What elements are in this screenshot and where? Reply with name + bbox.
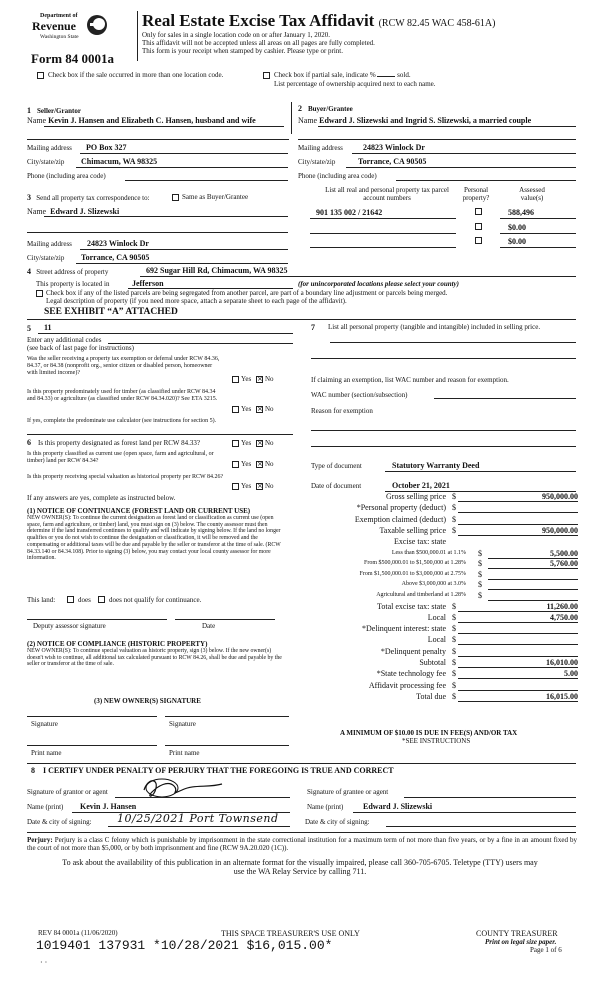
does-checkbox[interactable] bbox=[67, 596, 74, 603]
bracket-dollar-2: $ bbox=[478, 569, 482, 579]
form-title-rcw: (RCW 82.45 WAC 458-61A) bbox=[378, 18, 496, 29]
total-label-8: Total due bbox=[416, 691, 446, 701]
name-grantor-label: Name (print) bbox=[27, 803, 64, 811]
buyer-city-line bbox=[346, 167, 576, 168]
parcel-line-1 bbox=[310, 233, 456, 234]
tax-dollar-2: $ bbox=[452, 514, 456, 524]
s5-q2-yes-label: Yes bbox=[241, 405, 252, 413]
buyer-name[interactable]: Edward J. Slizewski and Ingrid S. Slizewski, a married couple bbox=[319, 116, 532, 125]
s7-line-2 bbox=[311, 358, 576, 359]
exemption-label: If claiming an exemption, list WAC number and reason for exemption. bbox=[311, 376, 509, 384]
owner-sig-label-1: Signature bbox=[31, 720, 58, 728]
seller-city-label: City/state/zip bbox=[27, 158, 65, 166]
tax-row-label-3: Taxable selling price bbox=[379, 525, 446, 535]
s5-q1-no-checkbox[interactable]: × bbox=[257, 375, 263, 383]
treasurer-use: THIS SPACE TREASURER'S USE ONLY bbox=[221, 929, 360, 938]
assessed-line-1 bbox=[500, 233, 576, 234]
bracket-value-0[interactable]: 5,500.00 bbox=[550, 548, 578, 558]
tax-row-label-1: *Personal property (deduct) bbox=[356, 503, 446, 513]
s5-q1: Was the seller receiving a property tax exemption or deferral under RCW 84.36, 84.37, or 84.38 (nonprofit org., senior citizen or disabled person, homeowner with limited income)? bbox=[27, 356, 220, 376]
s5-q2-no-checkbox[interactable]: × bbox=[257, 405, 263, 413]
s6-q2-yes-label: Yes bbox=[241, 460, 252, 468]
name-grantee-label: Name (print) bbox=[307, 803, 344, 811]
header-note-1: Only for sales in a single location code on or after January 1, 2020. bbox=[142, 31, 330, 39]
buyer-name-row bbox=[298, 116, 531, 125]
assessed-value-0[interactable]: 588,496 bbox=[508, 208, 534, 217]
s5-end-line bbox=[27, 434, 293, 435]
buyer-phone-line bbox=[396, 180, 576, 181]
boundary-checkbox[interactable] bbox=[36, 290, 43, 297]
corr-city[interactable]: Torrance, CA 90505 bbox=[81, 253, 150, 262]
assessed-value-1[interactable]: $0.00 bbox=[508, 223, 526, 232]
certify-text: I CERTIFY UNDER PENALTY OF PERJURY THAT THE FOREGOING IS TRUE AND CORRECT bbox=[43, 766, 394, 775]
seller-phone-label: Phone (including area code) bbox=[27, 172, 106, 180]
s5-q2-yes-checkbox[interactable] bbox=[232, 406, 239, 413]
date-grantee-label: Date & city of signing: bbox=[305, 818, 370, 826]
total-value-8[interactable]: 16,015.00 bbox=[546, 691, 578, 701]
owner-print-line-1 bbox=[27, 745, 157, 746]
section6-no: 6 bbox=[27, 438, 31, 447]
seller-mailing-label: Mailing address bbox=[27, 144, 72, 152]
wac-line bbox=[434, 398, 576, 399]
personal-property-checkbox-1[interactable] bbox=[475, 223, 482, 230]
minimum-due-note: A MINIMUM OF $10.00 IS DUE IN FEE(S) AND/OR TAX bbox=[340, 729, 518, 737]
bracket-dollar-1: $ bbox=[478, 559, 482, 569]
total-dollar-7: $ bbox=[452, 680, 456, 690]
total-label-2: *Delinquent interest: state bbox=[362, 624, 446, 634]
tax-dollar-1: $ bbox=[452, 503, 456, 513]
total-dollar-2: $ bbox=[452, 624, 456, 634]
seller-name-label: Name bbox=[27, 116, 47, 125]
doc-date-label: Date of document bbox=[311, 482, 362, 490]
total-dollar-3: $ bbox=[452, 635, 456, 645]
bracket-label-3: Above $3,000,000 at 3.0% bbox=[401, 581, 466, 588]
owner-print-label-1: Print name bbox=[31, 749, 62, 757]
seller-mailing[interactable]: PO Box 327 bbox=[86, 143, 127, 152]
tax-row-line-1 bbox=[458, 512, 578, 513]
s6-q1 bbox=[27, 438, 200, 447]
reason-label: Reason for exemption bbox=[311, 407, 373, 415]
bracket-dollar-3: $ bbox=[478, 580, 482, 590]
street-row bbox=[27, 267, 108, 276]
buyer-mailing-label: Mailing address bbox=[298, 144, 343, 152]
total-dollar-0: $ bbox=[452, 601, 456, 611]
bracket-line-2 bbox=[488, 579, 578, 580]
total-dollar-1: $ bbox=[452, 612, 456, 622]
assessed-col-header: Assessed value(s) bbox=[519, 186, 545, 202]
buyer-phone-label: Phone (including area code) bbox=[298, 172, 377, 180]
header-note-3: This form is your receipt when stamped by cashier. Please type or print. bbox=[142, 47, 344, 55]
s5-q1-no-label: No bbox=[265, 375, 274, 383]
street-label: Street address of property bbox=[36, 268, 109, 276]
corr-name-row bbox=[27, 207, 119, 216]
total-line-2 bbox=[458, 633, 578, 634]
s5-q3: If yes, complete the predominate use calculator (see instructions for section 5). bbox=[27, 418, 217, 424]
tax-row-label-2: Exemption claimed (deduct) bbox=[354, 514, 446, 524]
located-label: This property is located in bbox=[36, 280, 110, 288]
see-instructions: *SEE INSTRUCTIONS bbox=[402, 737, 471, 745]
total-label-0: Total excise tax: state bbox=[377, 601, 446, 611]
name-grantor[interactable]: Kevin J. Hansen bbox=[80, 802, 137, 811]
location-code-line bbox=[38, 333, 293, 334]
exhibit-reference[interactable]: SEE EXHIBIT “A” ATTACHED bbox=[44, 307, 178, 317]
partial-sale-suffix: sold. bbox=[397, 71, 411, 79]
seller-heading-no: 1 bbox=[27, 106, 31, 115]
same-as-buyer-label: Same as Buyer/Grantee bbox=[182, 193, 249, 201]
owner-sig-line-1 bbox=[27, 716, 157, 717]
s5-q1-yes-label: Yes bbox=[241, 375, 252, 383]
name-grantee[interactable]: Edward J. Slizewski bbox=[363, 802, 433, 811]
s6-q2: Is this property classified as current use (open space, farm and agricultural, or timber) land per RCW 84.34? bbox=[27, 451, 214, 464]
parcel-line-2 bbox=[310, 247, 456, 248]
s5-q2: Is this property predominately used for timber (as classified under RCW 84.34 and 84.33) or agriculture (as classified under RCW 84.34.020)? See ETA 3215. bbox=[27, 389, 218, 402]
continuance-text: NEW OWNER(S): To continue the current designation as forest land or classification as current use (open space, farm and agriculture, or timber) land, you must sign on (3) below. The county assessor must then determine if the land transferred continues to qualify and will indicate by signing below. If the land no longer qualifies or you do not wish to continue the designation or classification, it will be removed and the compensating or additional taxes will be due and payable by the seller or transferor at the time of sale. (RCW 84.33.140 or 84.34.108). Prior to signing (3) below, you may contact your local county assessor for more information. bbox=[27, 515, 281, 562]
doc-type-label: Type of document bbox=[311, 462, 362, 470]
total-label-5: Subtotal bbox=[419, 658, 446, 667]
buyer-mailing[interactable]: 24823 Winlock Dr bbox=[363, 143, 425, 152]
property-no: 4 bbox=[27, 267, 31, 276]
street-address[interactable]: 692 Sugar Hill Rd, Chimacum, WA 98325 bbox=[146, 266, 288, 275]
sig-grantor-label: Signature of grantor or agent bbox=[27, 788, 108, 796]
location-code[interactable]: 11 bbox=[44, 323, 52, 332]
s6-q1-no-checkbox[interactable]: × bbox=[257, 439, 263, 447]
does-not-label: does not qualify for continuance. bbox=[109, 596, 202, 604]
dept-name: Revenue bbox=[32, 19, 76, 33]
total-label-3: Local bbox=[427, 635, 446, 645]
form-number: Form 84 0001a bbox=[31, 51, 115, 66]
total-line-1 bbox=[458, 622, 578, 623]
corr-blank-line bbox=[27, 232, 288, 233]
dept-line: Department of bbox=[40, 13, 78, 19]
located-county[interactable]: Jefferson bbox=[132, 279, 164, 288]
owner-sig-line-2 bbox=[165, 716, 289, 717]
tax-row-value-0[interactable]: 950,000.00 bbox=[542, 492, 578, 501]
boundary-label: Check box if any of the listed parcels are being segregated from another parcel, are part of a boundary line adjustment or parcels being merged. bbox=[46, 289, 448, 297]
bracket-line-3 bbox=[488, 589, 578, 590]
bracket-dollar-0: $ bbox=[478, 548, 482, 558]
sep-seller-top bbox=[27, 139, 289, 140]
buyer-mailing-line bbox=[352, 153, 576, 154]
street-line bbox=[140, 276, 576, 277]
partial-sale-blank[interactable] bbox=[377, 76, 395, 77]
reason-line-2 bbox=[311, 446, 576, 447]
bracket-value-1[interactable]: 5,760.00 bbox=[550, 559, 578, 569]
deputy-date-label: Date bbox=[202, 622, 216, 630]
same-as-buyer-checkbox[interactable] bbox=[172, 194, 179, 201]
header-note-2: This affidavit will not be accepted unless all areas on all pages are fully completed. bbox=[142, 39, 375, 47]
seller-mailing-line bbox=[80, 153, 288, 154]
correspondence-row bbox=[27, 193, 150, 202]
bracket-label-0: Less than $500,000.01 at 1.1% bbox=[391, 549, 466, 556]
correspondence-no: 3 bbox=[27, 193, 31, 202]
corr-name-label: Name bbox=[27, 207, 47, 216]
seller-name-line bbox=[44, 126, 284, 127]
tax-row-line-2 bbox=[458, 524, 578, 525]
tax-row-label-0: Gross selling price bbox=[386, 492, 446, 501]
personal-property-checkbox-2[interactable] bbox=[475, 237, 482, 244]
section7-no: 7 bbox=[311, 323, 315, 332]
tax-dollar-3: $ bbox=[452, 525, 456, 535]
s6-q2-no-label: No bbox=[265, 460, 274, 468]
seller-city-line bbox=[76, 167, 288, 168]
treasurer-stamp: 1019401 137931 *10/28/2021 $16,015.00* bbox=[36, 938, 333, 953]
total-dollar-5: $ bbox=[452, 658, 456, 667]
s5-q1-yes-checkbox[interactable] bbox=[232, 376, 239, 383]
multi-location-checkbox[interactable] bbox=[37, 72, 44, 79]
tax-row-line-0 bbox=[458, 501, 578, 502]
legal-paper-note: Print on legal size paper. bbox=[485, 938, 557, 946]
total-dollar-4: $ bbox=[452, 646, 456, 656]
s6-q3-no-checkbox[interactable]: × bbox=[257, 482, 263, 490]
tax-dollar-0: $ bbox=[452, 492, 456, 501]
s6-q1-yes-label: Yes bbox=[241, 439, 252, 447]
parcel-col-header: List all real and personal property tax parcel account numbers bbox=[325, 186, 449, 202]
legal-description-label: Legal description of property (if you need more space, attach a separate sheet to each page of the affidavit). bbox=[46, 297, 347, 305]
bracket-line-1 bbox=[488, 568, 578, 569]
buyer-name-line bbox=[318, 126, 576, 127]
continuance-heading: (1) NOTICE OF CONTINUANCE (FOREST LAND OR CURRENT USE) bbox=[27, 507, 251, 515]
total-line-3 bbox=[458, 644, 578, 645]
mid-divider-1 bbox=[291, 102, 292, 134]
doc-type-line bbox=[385, 471, 576, 472]
date-grantor[interactable]: 10/25/2021 Port Townsend bbox=[117, 812, 279, 825]
page-number: Page 1 of 6 bbox=[530, 946, 562, 954]
total-value-0[interactable]: 11,260.00 bbox=[546, 601, 578, 611]
owner-sig-label-2: Signature bbox=[169, 720, 196, 728]
personal-col-header: Personal property? bbox=[462, 186, 490, 202]
corr-mailing-label: Mailing address bbox=[27, 240, 72, 248]
total-label-6: *State technology fee bbox=[376, 669, 446, 679]
owner-print-line-2 bbox=[165, 745, 289, 746]
sep-buyer-top bbox=[298, 139, 576, 140]
total-value-6[interactable]: 5.00 bbox=[564, 669, 578, 679]
seller-city[interactable]: Chimacum, WA 98325 bbox=[81, 157, 158, 166]
additional-codes-note: (see back of last page for instructions) bbox=[27, 344, 134, 352]
s6-q2-yes-checkbox[interactable] bbox=[232, 461, 239, 468]
owner-print-label-2: Print name bbox=[169, 749, 200, 757]
total-line-7 bbox=[458, 690, 578, 691]
additional-codes-line bbox=[108, 343, 293, 344]
form-revision: REV 84 0001a (11/06/2020) bbox=[38, 929, 118, 937]
corr-city-line bbox=[76, 263, 288, 264]
deputy-sig-label: Deputy assessor signature bbox=[33, 622, 106, 630]
s6-q1-text: Is this property designated as forest land per RCW 84.33? bbox=[38, 439, 201, 447]
sec8-top-line bbox=[27, 763, 576, 764]
new-owner-sig-heading: (3) NEW OWNER(S) SIGNATURE bbox=[94, 697, 201, 705]
bracket-label-2: From $1,500,000.01 to $3,000,000 at 2.75% bbox=[359, 570, 466, 577]
compliance-heading: (2) NOTICE OF COMPLIANCE (HISTORIC PROPERTY) bbox=[27, 640, 208, 648]
this-land-label: This land: bbox=[27, 596, 56, 604]
multi-location-label: Check box if the sale occurred in more than one location code. bbox=[48, 71, 224, 79]
total-line-6 bbox=[458, 678, 578, 679]
sig-grantee-line bbox=[404, 797, 576, 798]
total-line-8 bbox=[458, 701, 578, 702]
total-line-5 bbox=[458, 667, 578, 668]
total-label-1: Local bbox=[427, 612, 446, 622]
parcel-number-0[interactable]: 901 135 002 / 21642 bbox=[316, 208, 383, 217]
form-title-text: Real Estate Excise Tax Affidavit bbox=[142, 11, 375, 30]
s6-q2-no-checkbox[interactable]: × bbox=[257, 460, 263, 468]
total-line-4 bbox=[458, 656, 578, 657]
s6-q3-yes-checkbox[interactable] bbox=[232, 483, 239, 490]
total-value-5[interactable]: 16,010.00 bbox=[546, 658, 578, 667]
perjury-top-line bbox=[27, 832, 576, 833]
seller-name-row bbox=[27, 116, 256, 125]
seller-phone-line bbox=[125, 180, 288, 181]
seller-name[interactable]: Kevin J. Hansen and Elizabeth C. Hansen, husband and wife bbox=[48, 116, 256, 125]
doc-type[interactable]: Statutory Warranty Deed bbox=[392, 461, 480, 470]
date-grantee-line bbox=[386, 826, 576, 827]
s5-q2-no-label: No bbox=[265, 405, 274, 413]
excise-state-label: Excise tax: state bbox=[394, 537, 446, 547]
s6-q1-yes-checkbox[interactable] bbox=[232, 440, 239, 447]
total-label-7: Affidavit processing fee bbox=[368, 680, 446, 690]
s6-q3: Is this property receiving special valuation as historical property per RCW 84.26? bbox=[27, 474, 224, 480]
does-not-checkbox[interactable] bbox=[98, 596, 105, 603]
doc-date[interactable]: October 21, 2021 bbox=[392, 481, 450, 490]
total-line-0 bbox=[458, 611, 578, 612]
s7-line-1 bbox=[330, 342, 576, 343]
correspondence-label: Send all property tax correspondence to: bbox=[36, 194, 150, 202]
parcel-line-0 bbox=[310, 218, 456, 219]
date-grantor-label: Date & city of signing: bbox=[27, 818, 92, 826]
total-value-1[interactable]: 4,750.00 bbox=[550, 612, 578, 622]
bracket-dollar-4: $ bbox=[478, 590, 482, 600]
corr-name[interactable]: Edward J. Slizewski bbox=[50, 207, 120, 216]
section7-label: List all personal property (tangible and intangible) included in selling price. bbox=[328, 323, 541, 331]
buyer-heading-no: 2 bbox=[298, 104, 302, 113]
total-dollar-8: $ bbox=[452, 691, 456, 701]
deputy-date-line bbox=[175, 619, 275, 620]
partial-sale-label bbox=[274, 71, 411, 79]
personal-property-checkbox-0[interactable] bbox=[475, 208, 482, 215]
bracket-label-4: Agricultural and timberland at 1.28% bbox=[376, 591, 466, 598]
revenue-emblem-icon bbox=[86, 14, 108, 36]
perjury-label: Perjury: bbox=[27, 836, 53, 844]
assessed-value-2[interactable]: $0.00 bbox=[508, 237, 526, 246]
stamp-dots: · · bbox=[40, 958, 48, 967]
additional-codes-label: Enter any additional codes bbox=[27, 336, 102, 344]
corr-mailing-line bbox=[80, 249, 288, 250]
s6-q3-no-label: No bbox=[265, 482, 274, 490]
s6-q1-no-label: No bbox=[265, 439, 274, 447]
buyer-heading bbox=[298, 104, 353, 114]
sig-grantee-label: Signature of grantee or agent bbox=[307, 788, 389, 796]
buyer-heading-text: Buyer/Grantee bbox=[308, 105, 353, 113]
date-grantor-line bbox=[108, 826, 290, 827]
certify-no: 8 bbox=[31, 766, 35, 775]
corr-name-line bbox=[44, 216, 288, 217]
header-divider bbox=[137, 11, 138, 61]
seller-heading-text: Seller/Grantor bbox=[37, 107, 81, 115]
legal-line-1 bbox=[27, 319, 576, 320]
tax-row-line-3 bbox=[458, 535, 578, 536]
name-grantee-line bbox=[353, 812, 576, 813]
partial-sale-text: Check box if partial sale, indicate % bbox=[274, 71, 376, 79]
accessibility-note: To ask about the availability of this publication in an alternate format for the visually impaired, please call 360-705-6705. Teletype (TTY) users may use the WA Relay Service by calling 711. bbox=[62, 858, 538, 876]
does-label: does bbox=[78, 596, 91, 604]
total-label-4: *Delinquent penalty bbox=[380, 646, 446, 656]
section5-no: 5 bbox=[27, 324, 31, 333]
s6-q4: If any answers are yes, complete as instructed below. bbox=[27, 494, 176, 502]
partial-sale-checkbox[interactable] bbox=[263, 72, 270, 79]
buyer-name-label: Name bbox=[298, 116, 318, 125]
corr-mailing[interactable]: 24823 Winlock Dr bbox=[87, 239, 149, 248]
reason-line-1 bbox=[311, 430, 576, 431]
county-treasurer: COUNTY TREASURER bbox=[476, 929, 558, 938]
perjury-text bbox=[27, 836, 577, 852]
located-note: (for unincorporated locations please select your county) bbox=[298, 280, 459, 288]
certify-row bbox=[31, 766, 394, 775]
compliance-text: NEW OWNER(S): To continue special valuation as historic property, sign (3) below. If the new owner(s) doesn't wish to continue, all additional tax calculated pursuant to RCW 84.26, shall be due and payable by the seller or transferor at the time of sale. bbox=[27, 648, 282, 668]
form-title bbox=[142, 12, 495, 33]
total-dollar-6: $ bbox=[452, 669, 456, 679]
assessed-line-2 bbox=[500, 247, 576, 248]
dept-state: Washington State bbox=[40, 34, 79, 40]
s6-q3-yes-label: Yes bbox=[241, 482, 252, 490]
buyer-city[interactable]: Torrance, CA 90505 bbox=[358, 157, 427, 166]
wac-label: WAC number (section/subsection) bbox=[311, 391, 408, 399]
assessed-line-0 bbox=[500, 218, 576, 219]
tax-row-value-3[interactable]: 950,000.00 bbox=[542, 525, 578, 535]
bracket-label-1: From $500,000.01 to $1,500,000 at 1.28% bbox=[364, 560, 466, 567]
perjury-body: Perjury is a class C felony which is punishable by imprisonment in the state correctional institution for a maximum term of not more than five years, or by a fine in an amount fixed by the court of not more than $5,000, or by both imprisonment and fine (RCW 9A.20.020 (1C)). bbox=[27, 836, 577, 852]
seller-heading bbox=[27, 106, 81, 116]
sig-grantor-line bbox=[115, 797, 290, 798]
corr-city-label: City/state/zip bbox=[27, 254, 65, 262]
deputy-sig-line bbox=[27, 619, 167, 620]
dor-logo bbox=[30, 13, 112, 47]
buyer-city-label: City/state/zip bbox=[298, 158, 336, 166]
ownership-note: List percentage of ownership acquired next to each name. bbox=[274, 80, 436, 88]
